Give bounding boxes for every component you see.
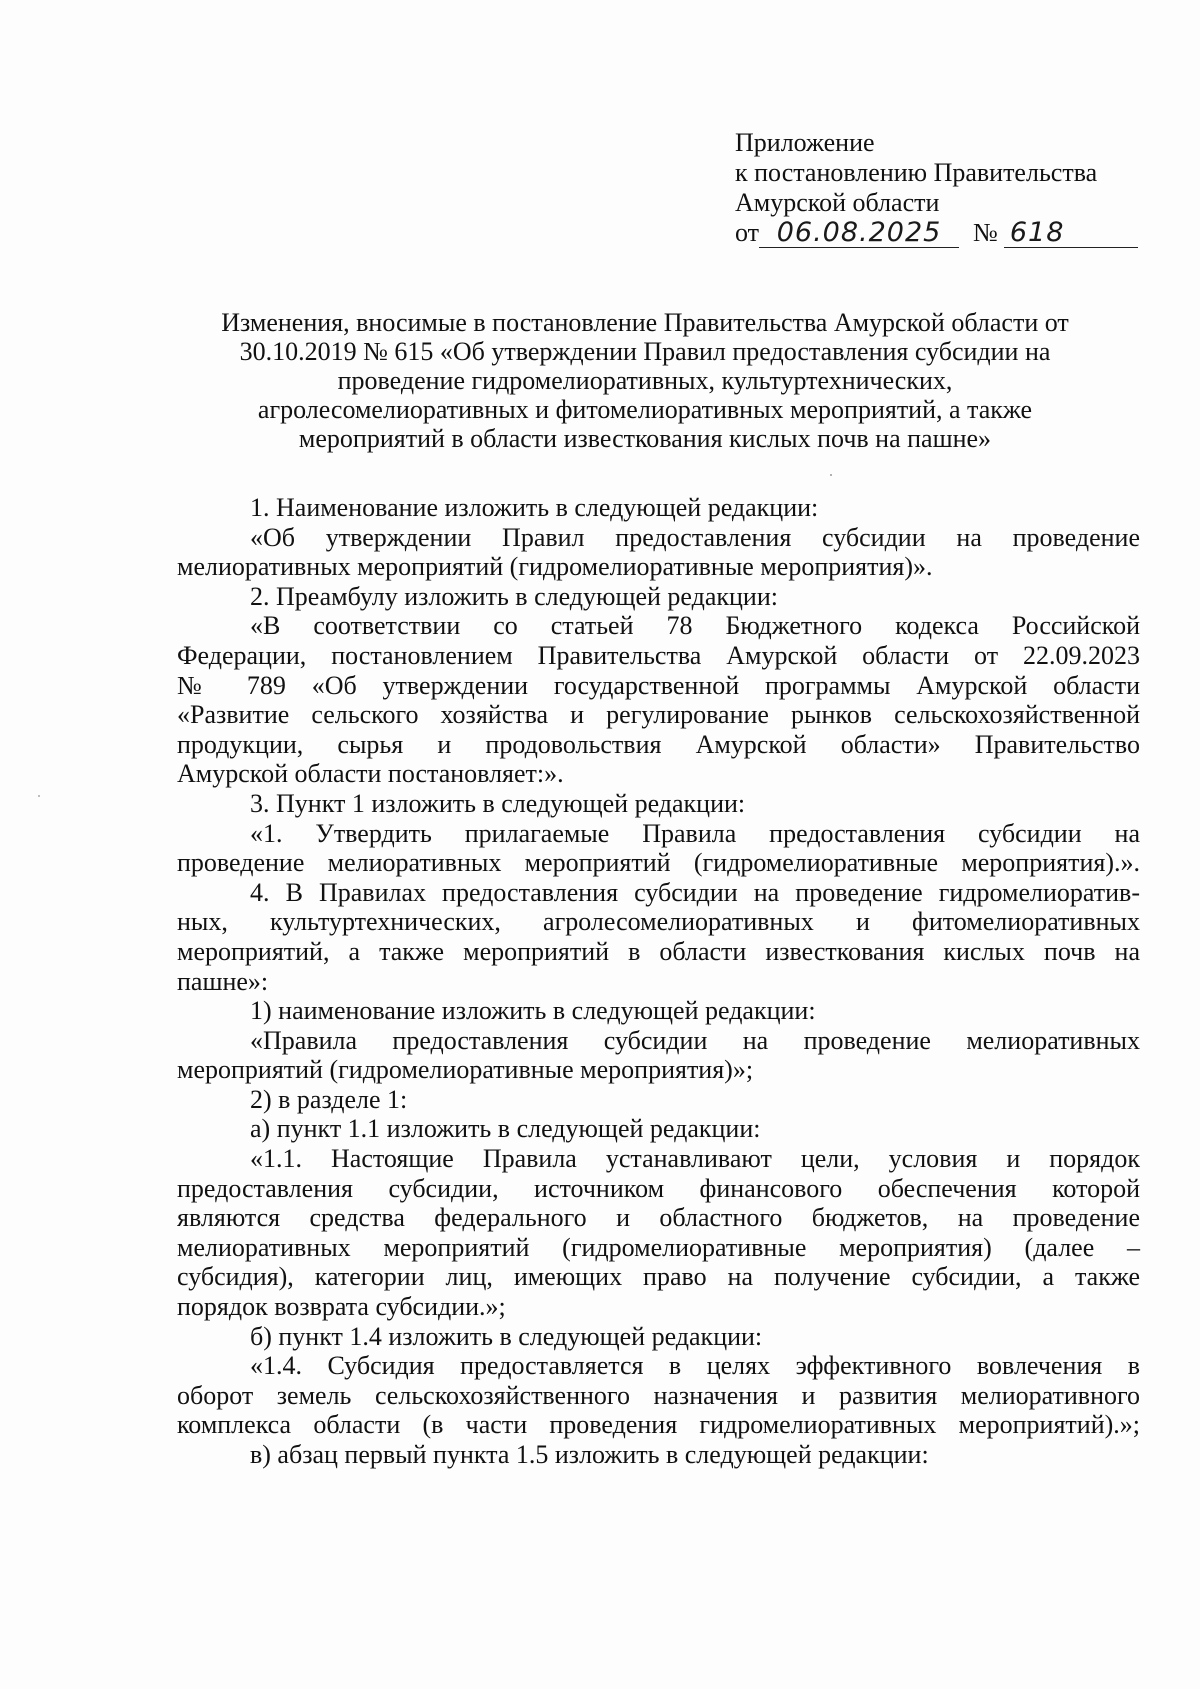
body-line: продукции, сырья и продовольствия Амурской области» Правительство: [177, 729, 1140, 759]
body-line: ных, культуртехнических, агролесомелиоративных и фитомелиоративных: [177, 907, 1140, 937]
date-prefix: от: [735, 218, 760, 247]
body-line: порядок возврата субсидии.»;: [177, 1292, 506, 1322]
body-line: «В соответствии со статьей 78 Бюджетного кодекса Российской: [250, 611, 1140, 641]
document-title: [190, 308, 1100, 453]
number-field: [1004, 219, 1138, 248]
body-line: «1.4. Субсидия предоставляется в целях эффективного вовлечения в: [250, 1351, 1140, 1381]
handwritten-date: 06.08.2025: [776, 217, 942, 248]
body-line: 2) в разделе 1:: [250, 1084, 408, 1114]
body-line: «Об утверждении Правил предоставления субсидии на проведение: [250, 522, 1140, 552]
body-line: 2. Преамбулу изложить в следующей редакции:: [250, 581, 778, 611]
body-line: комплекса области (в части проведения гидромелиоративных мероприятий).»;: [177, 1410, 1140, 1440]
title-line: Изменения, вносимые в постановление Правительства Амурской области от: [221, 308, 1069, 337]
body-line: «1. Утвердить прилагаемые Правила предоставления субсидии на: [250, 818, 1140, 848]
body-line: а) пункт 1.1 изложить в следующей редакции:: [250, 1114, 761, 1144]
body-line: 3. Пункт 1 изложить в следующей редакции:: [250, 788, 746, 818]
body-line: Федерации, постановлением Правительства Амурской области от 22.09.2023: [177, 640, 1140, 670]
document-body: [177, 493, 1140, 1470]
body-line: 1. Наименование изложить в следующей редакции:: [250, 493, 819, 522]
title-line: агролесомелиоративных и фитомелиоративных мероприятий, а также: [257, 395, 1033, 424]
appendix-region-line: Амурской области: [735, 188, 940, 217]
appendix-title: Приложение: [735, 128, 875, 157]
body-line: «Правила предоставления субсидии на проведение мелиоративных: [250, 1025, 1140, 1055]
body-line: 4. В Правилах предоставления субсидии на проведение гидромелиоратив-: [250, 877, 1140, 907]
appendix-date-number-line: [735, 218, 1155, 248]
body-line: 1) наименование изложить в следующей редакции:: [250, 996, 816, 1026]
body-line: «1.1. Настоящие Правила устанавливают цели, условия и порядок: [250, 1144, 1140, 1174]
body-line: являются средства федерального и областного бюджетов, на проведение: [177, 1203, 1140, 1233]
date-field: [759, 219, 959, 248]
body-line: мероприятий (гидромелиоративные мероприятия)»;: [177, 1055, 754, 1085]
appendix-resolution-line: к постановлению Правительства: [735, 158, 1098, 187]
body-line: в) абзац первый пункта 1.5 изложить в следующей редакции:: [250, 1440, 929, 1469]
body-line: оборот земель сельскохозяйственного назначения и развития мелиоративного: [177, 1380, 1140, 1410]
body-line: субсидия), категории лиц, имеющих право на получение субсидии, а также: [177, 1262, 1140, 1292]
body-line: № 789 «Об утверждении государственной программы Амурской области: [177, 670, 1140, 700]
body-line: пашне»:: [177, 966, 269, 996]
body-line: мероприятий, а также мероприятий в области известкования кислых почв на: [177, 936, 1140, 966]
body-line: предоставления субсидии, источником финансового обеспечения которой: [177, 1173, 1140, 1203]
body-line: Амурской области постановляет:».: [177, 759, 564, 789]
body-line: б) пункт 1.4 изложить в следующей редакции:: [250, 1321, 763, 1351]
body-line: мелиоративных мероприятий (гидромелиоративные мероприятия) (далее –: [177, 1232, 1140, 1262]
title-line: проведение гидромелиоративных, культуртехнических,: [337, 366, 953, 395]
appendix-block: [735, 128, 1155, 248]
body-line: мелиоративных мероприятий (гидромелиоративные мероприятия)».: [177, 552, 933, 582]
title-line: 30.10.2019 № 615 «Об утверждении Правил предоставления субсидии на: [239, 337, 1051, 366]
body-line: проведение мелиоративных мероприятий (гидромелиоративные мероприятия).».: [177, 848, 1140, 878]
body-line: «Развитие сельского хозяйства и регулирование рынков сельскохозяйственной: [177, 700, 1140, 730]
title-line: мероприятий в области известкования кислых почв на пашне»: [298, 424, 992, 453]
scan-speck: [38, 795, 40, 797]
number-sign: №: [973, 218, 998, 247]
handwritten-number: 618: [1009, 217, 1065, 248]
scan-speck: [830, 474, 832, 476]
